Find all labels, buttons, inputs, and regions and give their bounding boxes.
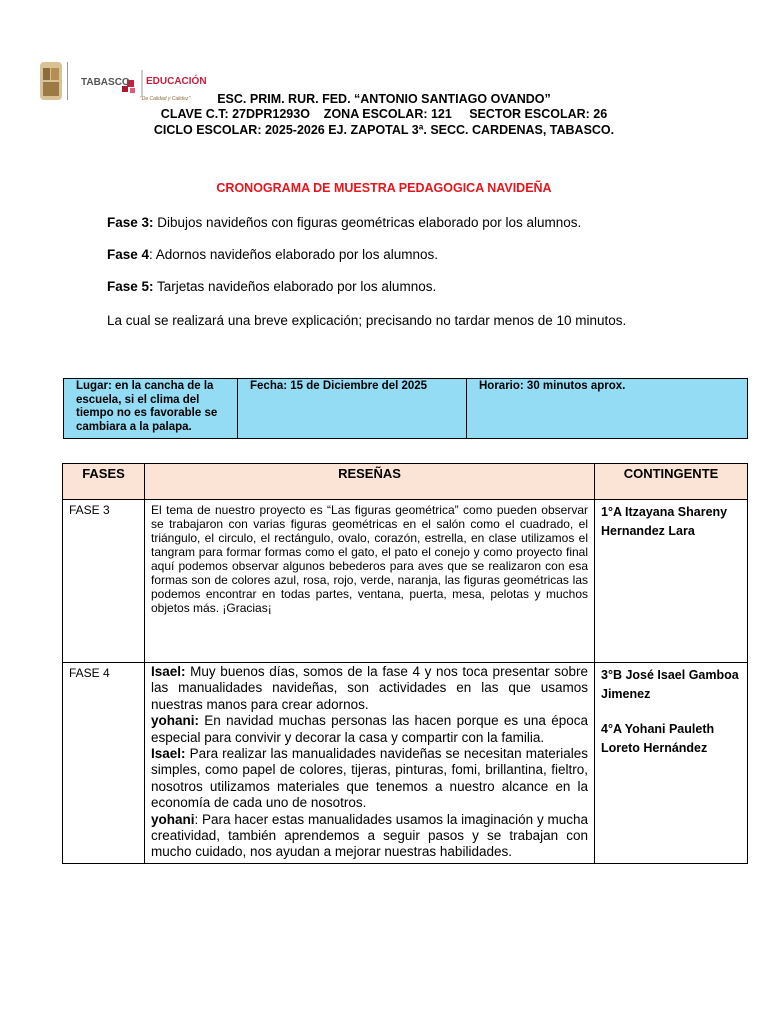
fase-cell: FASE 3 <box>63 500 145 663</box>
note-paragraph: La cual se realizará una breve explicación; precisando no tardar menos de 10 minutos. <box>107 313 627 328</box>
info-table <box>63 378 748 439</box>
dialog-line <box>151 746 588 812</box>
phase-text: Tarjetas navideños elaborado por los alumnos. <box>153 279 437 294</box>
school-name: ESC. PRIM. RUR. FED. “ANTONIO SANTIAGO OVANDO” <box>217 92 551 106</box>
educacion-logo-text: EDUCACIÓN <box>146 76 207 87</box>
phase-text: Dibujos navideños con figuras geométricas elaborado por los alumnos. <box>153 215 582 230</box>
phase-label: Fase 3: <box>107 215 154 230</box>
contingente-cell <box>595 500 748 663</box>
lugar-cell: Lugar: en la cancha de la escuela, si el clima del tiempo no es favorable se cambiara a la palapa. <box>64 379 238 439</box>
slogan-text: "De Calidad y Calidez" <box>140 96 191 102</box>
table-row <box>63 663 748 864</box>
header-contingente: CONTINGENTE <box>595 464 748 500</box>
fase-cell: FASE 4 <box>63 663 145 864</box>
tabasco-logo-text: TABASCO <box>81 77 130 88</box>
schedule-table <box>62 463 748 864</box>
contingente-name: 3°B José Isael Gamboa Jimenez <box>601 668 739 701</box>
speaker: yohani: <box>151 713 200 729</box>
header-resenas: RESEÑAS <box>145 464 595 500</box>
table-row <box>63 500 748 663</box>
speaker: yohani <box>151 811 195 827</box>
speech: En navidad muchas personas las hacen porque es una época especial para convivir y decorar la casa y compartir con la familia. <box>151 713 588 745</box>
horario-cell: Horario: 30 minutos aprox. <box>467 379 748 439</box>
speech: : Para hacer estas manualidades usamos la imaginación y mucha creatividad, también aprendemos a seguir pasos y se trabajan con mucho cuidado, nos ayudan a mejorar nuestras habilidades. <box>151 811 588 860</box>
phase-label: Fase 5: <box>107 279 154 294</box>
phase-line-3 <box>107 214 581 232</box>
speech: Para realizar las manualidades navideñas se necesitan materiales simples, como papel de colores, tijeras, pinturas, fomi, brillantina, fieltro, nosotros utilizamos materiales que tenemos a nuestro alcance en la economía de cada uno de nosotros. <box>151 746 588 811</box>
dialog-line <box>151 664 588 713</box>
speaker: Isael: <box>151 664 186 679</box>
speaker: Isael: <box>151 746 186 762</box>
speech: Muy buenos días, somos de la fase 4 y nos toca presentar sobre las manualidades navideñas, son actividades en las que usamos nuestras manos para crear adornos. <box>151 664 588 712</box>
resena-cell: El tema de nuestro proyecto es “Las figuras geométrica” como pueden observar se trabajaron con varias figuras geométricas en el salón como el cuadrado, el triángulo, el circulo, el rectángulo, ovalo, corazón, estrella, en clase utilizamos el tangram para formar formas como el gato, el pato el conejo y como proyecto final aquí podemos observar algunos bebederos para aves que se realizaron con esa formas son de colores azul, rosa, rojo, verde, naranja, las figuras geométricas las podemos encontrar en todas partes, ventana, puerta, mesa, pelotas y muchos objetos más. ¡Gracias¡ <box>145 500 595 663</box>
fecha-cell: Fecha: 15 de Diciembre del 2025 <box>238 379 467 439</box>
page-title: CRONOGRAMA DE MUESTRA PEDAGOGICA NAVIDEÑA <box>216 181 552 195</box>
resena-dialog-cell <box>145 663 595 864</box>
contingente-name: 1°A Itzayana Shareny Hernandez Lara <box>601 505 728 538</box>
contingente-cell <box>595 663 748 864</box>
phase-label: Fase 4 <box>107 247 150 262</box>
phase-text: : Adornos navideños elaborado por los alumnos. <box>149 247 438 262</box>
header-fases: FASES <box>63 464 145 500</box>
school-cycle: CICLO ESCOLAR: 2025-2026 EJ. ZAPOTAL 3ª. SECC. CARDENAS, TABASCO. <box>153 123 615 137</box>
dialog-line <box>151 713 588 746</box>
phase-line-5 <box>107 278 436 296</box>
phase-line-4 <box>107 246 438 264</box>
dialog-line <box>151 812 588 861</box>
school-codes: CLAVE C.T: 27DPR1293O ZONA ESCOLAR: 121 SECTOR ESCOLAR: 26 <box>160 107 608 121</box>
contingente-name: 4°A Yohani Pauleth Loreto Hernández <box>601 722 715 755</box>
